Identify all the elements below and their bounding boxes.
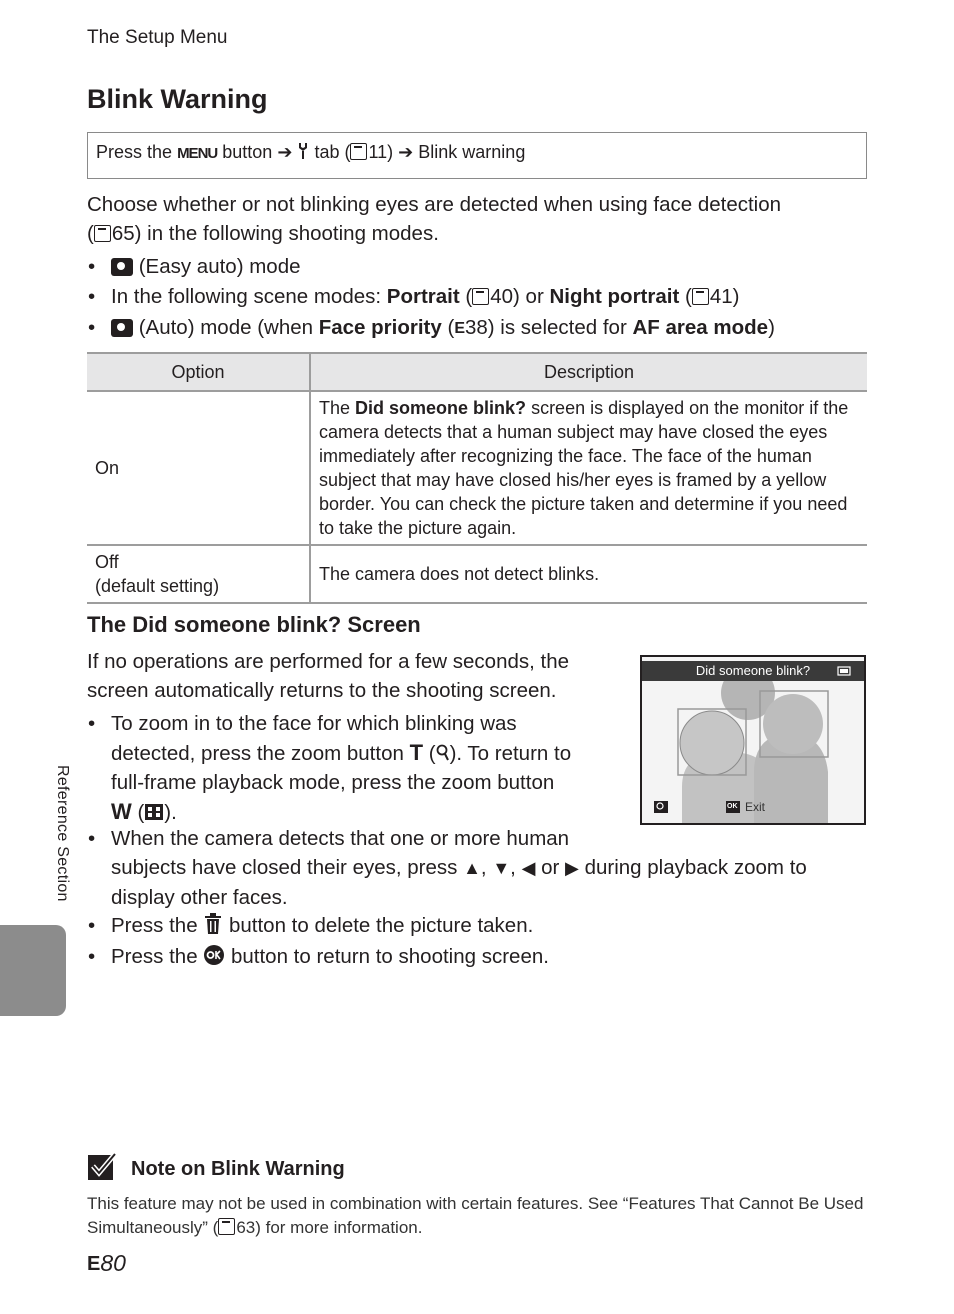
note-title: Note on Blink Warning	[131, 1158, 345, 1180]
zoom-t-key: T	[409, 740, 424, 765]
table-row	[87, 391, 867, 545]
option-on-description: The Did someone blink? screen is displayed on the monitor if the camera detects that a human subject may have closed the eyes immediately after recognizing the face. The face of the human subject that may have closed his/her eyes is framed by a yellow border. You can check the picture taken and determine if you need to take the picture again.	[310, 391, 867, 545]
camera-icon	[111, 319, 133, 337]
table-header-row	[87, 353, 867, 391]
checkmark-note-icon	[87, 1152, 119, 1182]
reference-section-icon: E	[454, 320, 465, 337]
trash-icon	[203, 913, 223, 935]
wrench-icon	[297, 142, 309, 160]
section-tab	[0, 925, 66, 1016]
breadcrumb: The Setup Menu	[87, 27, 228, 48]
column-header-option: Option	[87, 353, 310, 391]
intro-line2: ( 65) in the following shooting modes.	[87, 222, 439, 245]
screen-paragraph: If no operations are performed for a few seconds, the screen automatically returns to the shooting screen.	[87, 650, 570, 702]
note-text: This feature may not be used in combination with certain features. See “Features That Cannot Be Used Simultaneously” ( 63) for more information.	[87, 1194, 864, 1237]
column-header-description: Description	[310, 353, 867, 391]
book-ref-icon	[692, 288, 709, 305]
page-number: E80	[87, 1250, 126, 1276]
book-ref-icon	[94, 225, 111, 242]
section-heading: The Did someone blink? Screen	[87, 612, 421, 637]
menu-path-tab: tab (	[314, 142, 351, 162]
thumbnail-grid-icon	[144, 803, 164, 821]
menu-path-button: button	[222, 142, 273, 162]
arrow-right-icon: ➔	[277, 142, 293, 162]
up-arrow-icon: ▲	[463, 858, 481, 878]
thumbnail-title: Did someone blink?	[695, 663, 811, 678]
reference-section-icon: E	[87, 1253, 101, 1275]
ok-button-icon	[203, 944, 225, 966]
mode-item-easy-auto: • (Easy auto) mode	[88, 255, 301, 278]
book-ref-icon	[472, 288, 489, 305]
intro-paragraph	[87, 190, 877, 248]
arrow-right-icon: ➔	[398, 142, 414, 162]
option-off: Off (default setting)	[87, 545, 310, 603]
zoom-w-key: W	[111, 799, 132, 824]
bullet-return: • Press the button to return to shooting screen.	[88, 945, 549, 968]
thumbnail-exit-label: Exit	[745, 800, 766, 814]
blink-screen-thumbnail	[640, 655, 866, 825]
down-arrow-icon: ▼	[492, 858, 511, 878]
option-on: On	[87, 391, 310, 545]
mode-item-auto: • (Auto) mode (when Face priority (E38) is selected for AF area mode)	[111, 313, 775, 343]
table-row	[87, 545, 867, 603]
menu-path-tab-ref: 11)	[368, 142, 394, 162]
ok-icon: OK	[727, 803, 738, 810]
easy-auto-icon	[111, 258, 133, 276]
bullet-navigate-faces: • When the camera detects that one or more human subjects have closed their eyes, press ▲, ▼, ◀ or ▶ during playback zoom to display other faces.	[88, 827, 807, 909]
menu-path-item: Blink warning	[418, 142, 526, 162]
book-ref-icon	[218, 1218, 235, 1235]
menu-path-box	[87, 132, 867, 179]
bullet-zoom: • To zoom in to the face for which blinking was detected, press the zoom button T ( ). To return to full-frame playback mode, press the zoom button W ( ).	[88, 712, 572, 824]
menu-button-glyph: MENU	[177, 145, 218, 162]
bullet-delete: • Press the button to delete the picture taken.	[88, 914, 534, 937]
option-off-description: The camera does not detect blinks.	[310, 545, 867, 603]
magnifier-icon	[436, 744, 450, 762]
menu-path-press: Press the	[96, 142, 173, 162]
left-arrow-icon: ◀	[521, 858, 536, 878]
book-ref-icon	[350, 143, 367, 160]
page-title: Blink Warning	[87, 84, 268, 114]
options-table	[87, 352, 867, 604]
mode-item-scene: • In the following scene modes: Portrait ( 40) or Night portrait ( 41)	[88, 285, 740, 308]
side-section-label: Reference Section	[54, 765, 71, 902]
right-arrow-icon: ▶	[565, 858, 579, 878]
intro-line1: Choose whether or not blinking eyes are detected when using face detection	[87, 193, 782, 216]
